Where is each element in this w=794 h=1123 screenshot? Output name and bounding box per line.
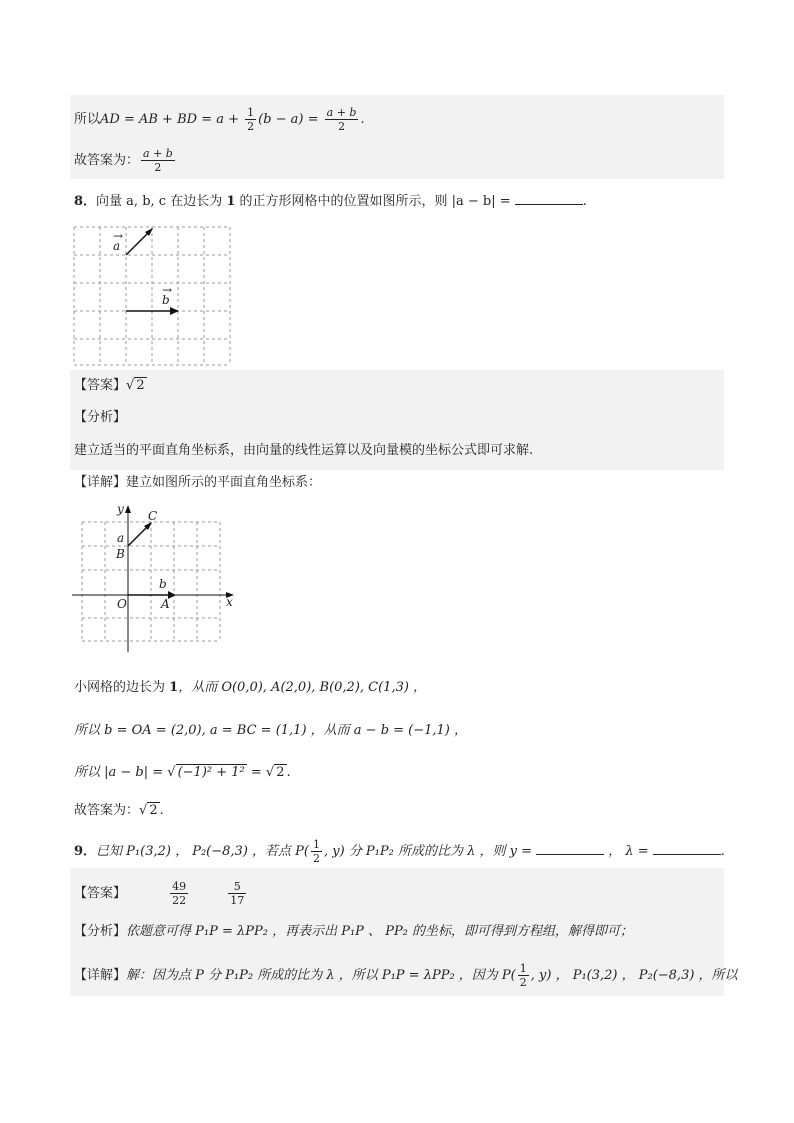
text: , y) 分 P₁P₂ 所成的比为 λ ，则 y = (323, 844, 537, 859)
den: 17 (230, 894, 245, 907)
q8-stem (74, 192, 587, 212)
text: 故答案为： (74, 153, 140, 168)
answer-value: 2 (136, 378, 145, 393)
fraction (325, 106, 359, 133)
text: 故答案为： (74, 803, 140, 818)
text: 1 (169, 680, 179, 695)
q8-sol1 (74, 678, 426, 698)
sqrt-result: 2 (276, 765, 285, 780)
label-a: a (113, 239, 121, 253)
text: 依题意可得 P₁P = λPP₂ ，再表示出 P₁P 、 PP₂ 的坐标，即可得到方程组，解得即可； (126, 924, 634, 939)
q8-coordinate-figure (70, 502, 240, 657)
question-number: 9． (74, 844, 97, 859)
num: 49 (172, 880, 187, 893)
q9-stem (74, 838, 725, 865)
answer-blank-lambda (653, 842, 721, 855)
den: 2 (338, 120, 346, 133)
den: 2 (312, 852, 320, 865)
q8-analysis-label (74, 408, 126, 428)
text: 建立如图所示的平面直角坐标系： (126, 475, 322, 490)
q9-answer (74, 880, 248, 907)
answer-label: 【答案】 (74, 886, 127, 901)
num: 1 (312, 838, 320, 851)
point-B: B (116, 547, 125, 561)
svg-text:→: → (113, 229, 124, 243)
text: 已知 P₁(3,2) ， P₂(−8,3) ，若点 P( (96, 844, 309, 859)
final-value: 2 (149, 803, 158, 818)
analysis-label: 【分析】 (74, 924, 127, 939)
answer-blank (515, 192, 583, 205)
text: . (720, 844, 725, 859)
text: 1 (226, 194, 236, 209)
svg-text:→: → (162, 283, 173, 297)
block1-line1 (74, 106, 365, 133)
den: 2 (154, 161, 162, 174)
num: a + b (326, 106, 357, 119)
text: 所以 |a − b| = (74, 765, 168, 780)
num: 1 (247, 106, 255, 119)
fraction (245, 106, 256, 133)
text: 所以 b = OA = (2,0), a = BC = (1,1) ，从而 a − b = (−1,1) ， (74, 723, 468, 738)
q8-detail (74, 473, 321, 493)
analysis-label: 【分析】 (74, 410, 127, 425)
fraction (311, 838, 322, 865)
text: 向量 a, b, c 在边长为 (96, 194, 227, 209)
num: a + b (143, 147, 173, 160)
expr: (b − a) = (258, 112, 323, 127)
text: . (286, 765, 291, 780)
q8-sol2 (74, 721, 467, 741)
q8-grid-figure (73, 226, 233, 368)
text: ，从而 O(0,0), A(2,0), B(0,2), C(1,3) ， (178, 680, 427, 695)
answer-fraction-1 (170, 880, 188, 907)
fraction (518, 962, 529, 989)
axis-x-label: x (226, 595, 233, 609)
text: = (246, 765, 266, 780)
text: 建立适当的平面直角坐标系，由向量的线性运算以及向量模的坐标公式即可求解. (74, 443, 534, 458)
point-C: C (148, 509, 158, 523)
label-a: a (117, 531, 125, 545)
expr: AD = AB + BD = a + (100, 112, 244, 127)
q9-detail (74, 962, 738, 989)
text: ， λ = (604, 844, 653, 859)
num: 5 (228, 880, 246, 894)
text: . (582, 194, 587, 209)
text: . (159, 803, 164, 818)
q9-analysis (74, 922, 633, 942)
block1-line2 (74, 147, 177, 174)
point-O: O (117, 597, 127, 611)
label-b: b (159, 577, 167, 591)
num: 1 (519, 962, 527, 975)
detail-label: 【详解】 (74, 475, 127, 490)
label-b: b (162, 293, 170, 307)
text: 的正方形网格中的位置如图所示，则 |a − b| = (235, 194, 515, 209)
den: 2 (519, 976, 527, 989)
detail-label: 【详解】 (74, 968, 127, 983)
point-A: A (161, 597, 170, 611)
q8-answer: 【答案】√ 2 (74, 378, 145, 393)
text: . (360, 112, 365, 127)
text: 所以 (74, 112, 101, 127)
text: 小网格的边长为 (74, 680, 170, 695)
answer-label: 【答案】 (74, 378, 127, 393)
q8-final: 故答案为：√ 2 . (74, 803, 164, 818)
answer-blank-y (536, 842, 604, 855)
axis-y-label: y (117, 502, 124, 516)
answer-fraction-2 (228, 880, 246, 907)
q8-analysis-text (74, 441, 533, 461)
text: 解：因为点 P 分 P₁P₂ 所成的比为 λ ，所以 P₁P = λPP₂ ，因为 P( (126, 968, 516, 983)
den: 22 (172, 894, 187, 907)
fraction (141, 147, 175, 174)
question-number: 8． (74, 194, 97, 209)
q8-sol3: 所以 |a − b| = √ (−1)² + 1² = √ 2 . (74, 765, 291, 780)
sqrt-expr: (−1)² + 1² (177, 765, 245, 780)
den: 2 (247, 120, 255, 133)
text: , y) ， P₁(3,2) ， P₂(−8,3) ，所以 (530, 968, 738, 983)
